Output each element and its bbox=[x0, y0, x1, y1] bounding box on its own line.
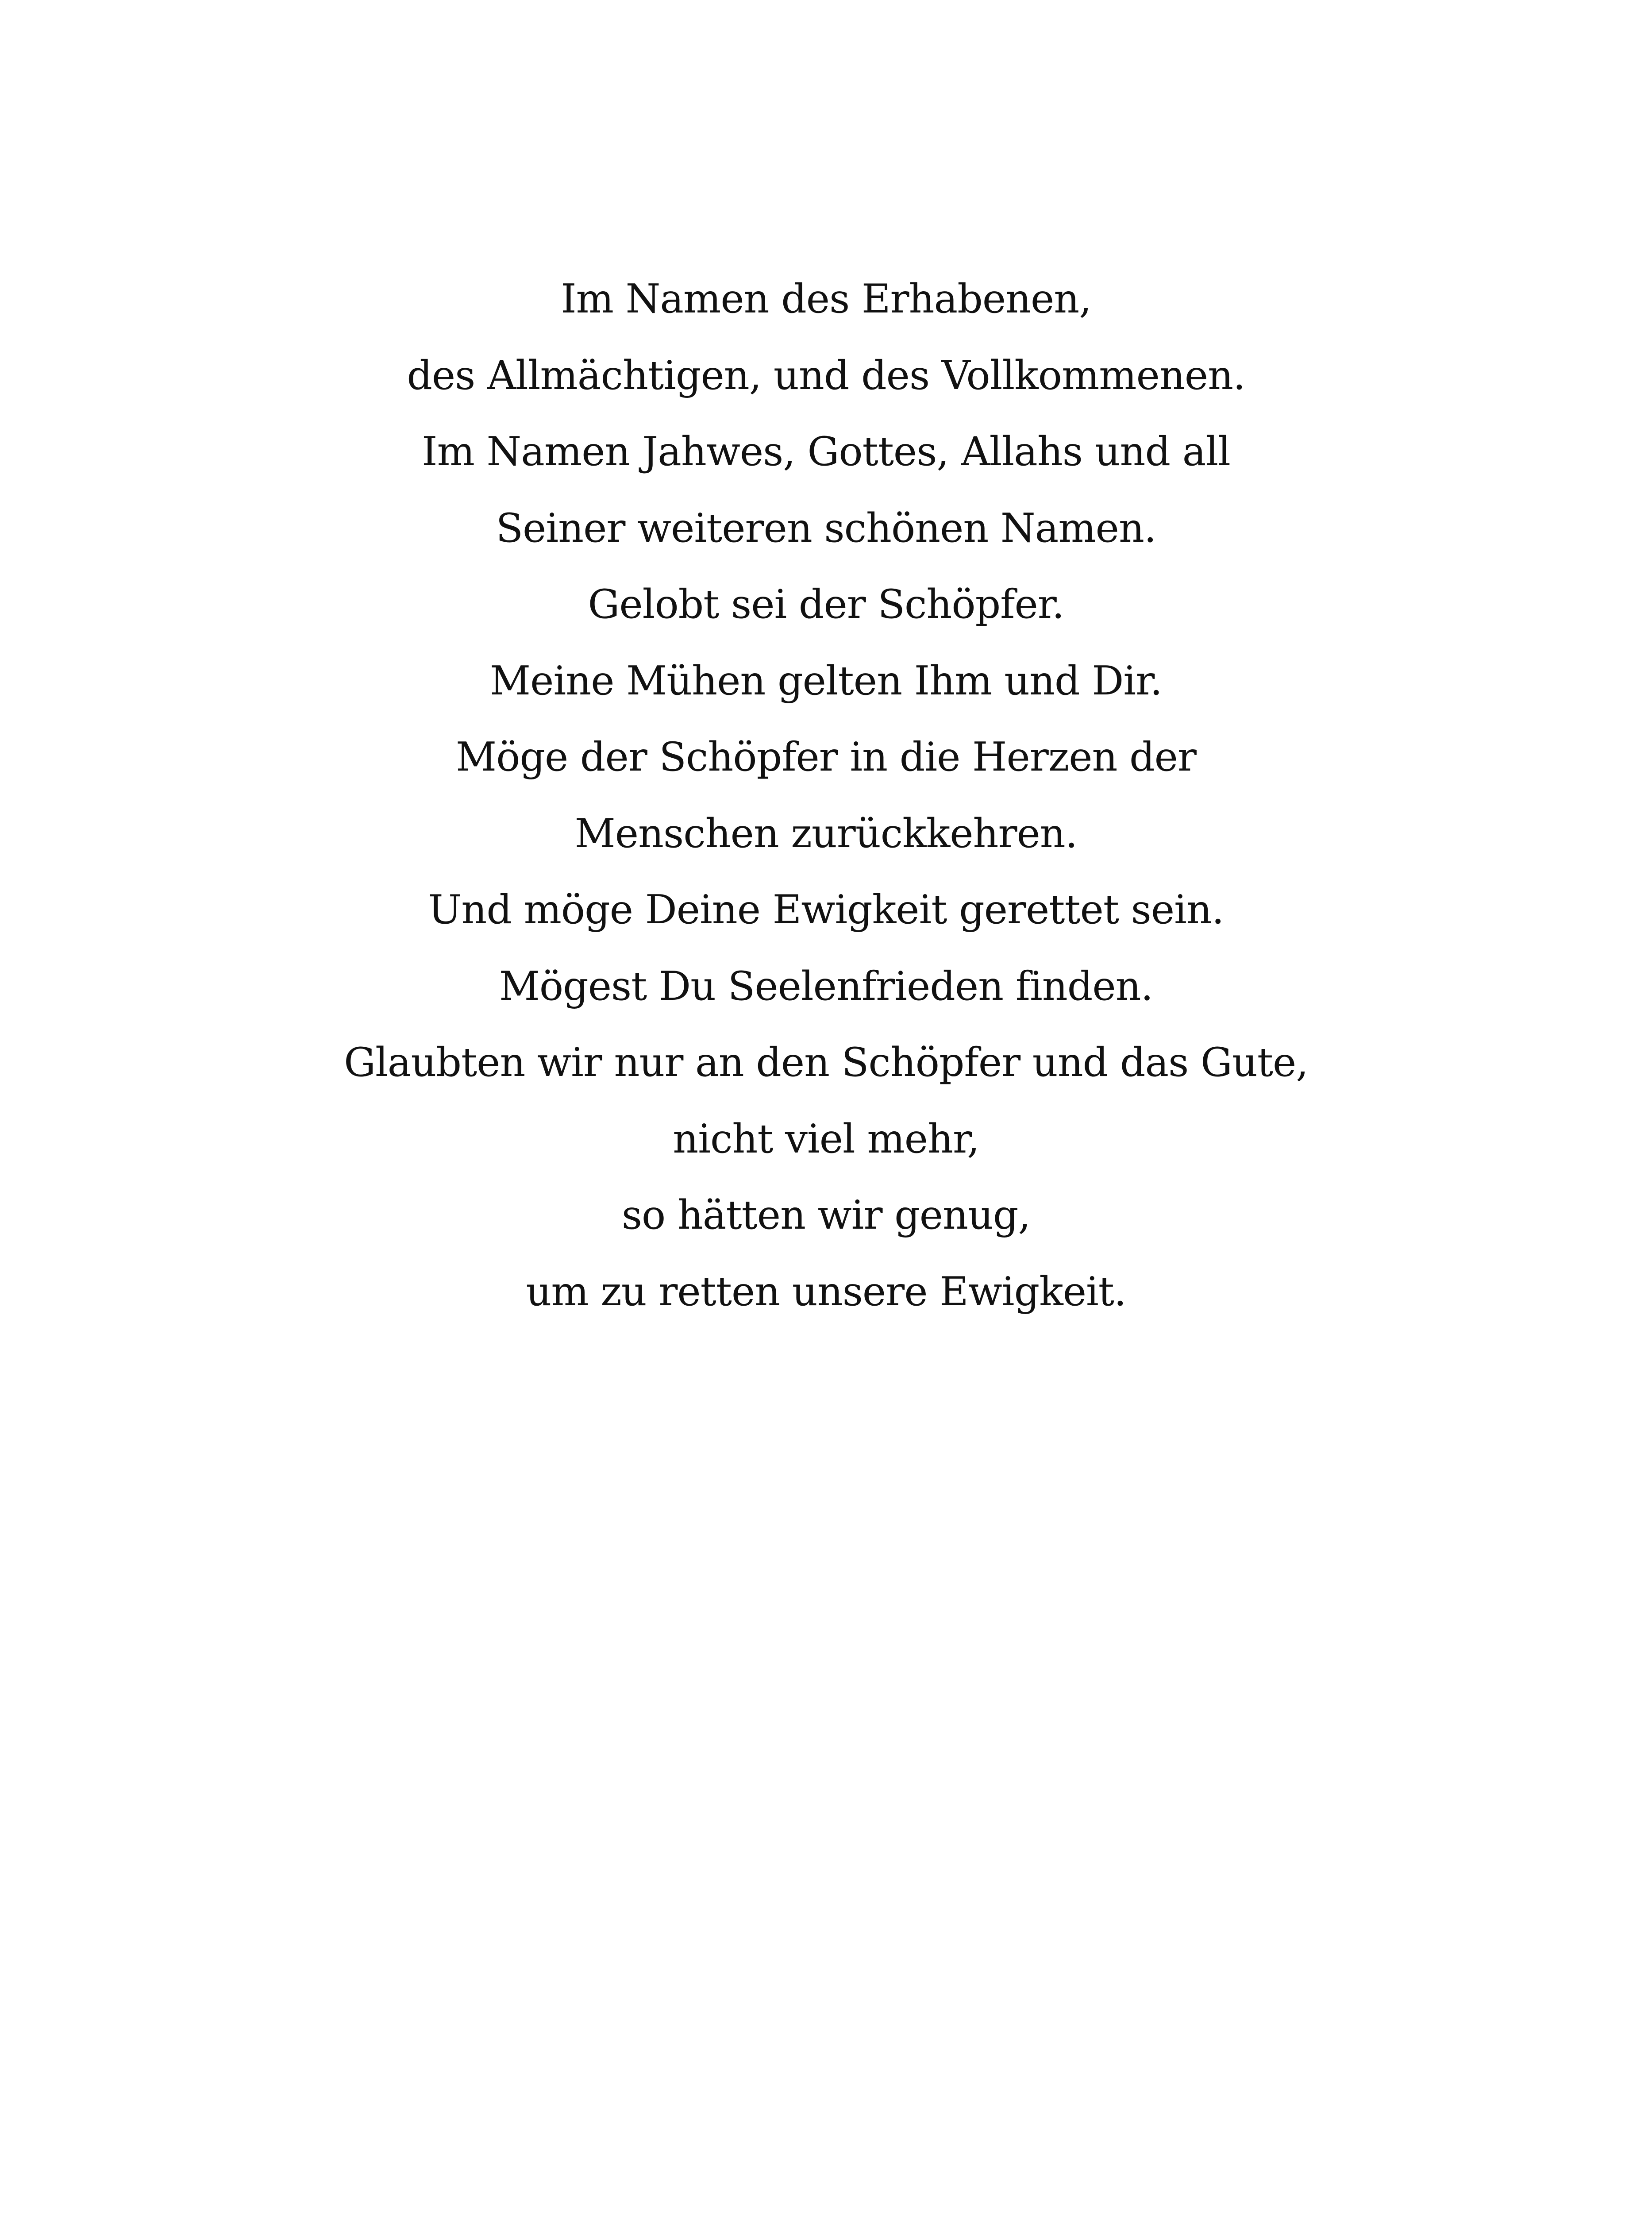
poem-line: Gelobt sei der Schöpfer. bbox=[588, 581, 1064, 628]
poem-line: um zu retten unsere Ewigkeit. bbox=[526, 1268, 1126, 1315]
poem-line: Menschen zurückkehren. bbox=[574, 810, 1078, 857]
poem-line: so hätten wir genug, bbox=[621, 1192, 1031, 1238]
poem-line: Im Namen des Erhabenen, bbox=[561, 276, 1091, 322]
poem-line: Mögest Du Seelenfrieden finden. bbox=[499, 963, 1153, 1010]
poem-line: Seiner weiteren schönen Namen. bbox=[496, 505, 1156, 551]
poem-line: Möge der Schöpfer in die Herzen der bbox=[456, 734, 1196, 780]
poem-text-block bbox=[0, 261, 1652, 1330]
poem-line: Meine Mühen gelten Ihm und Dir. bbox=[490, 657, 1162, 704]
poem-line: des Allmächtigen, und des Vollkommenen. bbox=[407, 352, 1245, 399]
poem-line: Und möge Deine Ewigkeit gerettet sein. bbox=[428, 887, 1224, 933]
poem-line: Glaubten wir nur an den Schöpfer und das Gute, bbox=[344, 1039, 1308, 1086]
poem-line: Im Namen Jahwes, Gottes, Allahs und all bbox=[422, 428, 1230, 475]
poem-line: nicht viel mehr, bbox=[673, 1115, 979, 1162]
